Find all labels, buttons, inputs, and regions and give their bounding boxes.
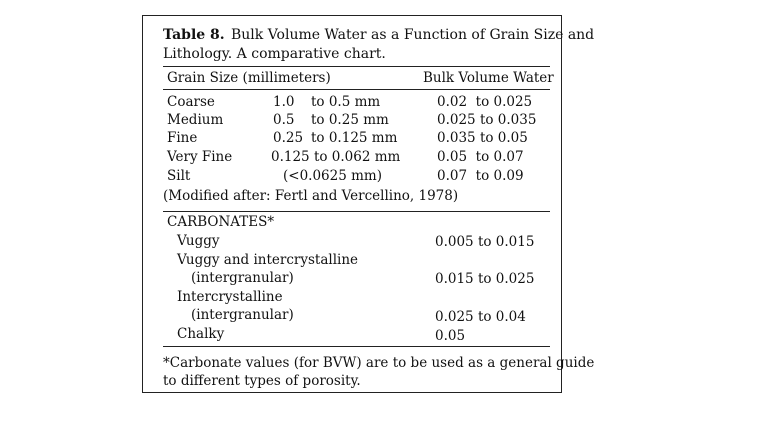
size-range: (<0.0625 mm) [283, 168, 382, 184]
size-from: 1.0 [273, 94, 295, 110]
row-label: Coarse [167, 94, 215, 110]
bvw-value: 0.02 to 0.025 [437, 94, 533, 110]
bvw-value: 0.025 to 0.04 [435, 309, 526, 325]
row-label: (intergranular) [191, 307, 294, 323]
header-grain-size: Grain Size (millimeters) [167, 70, 331, 86]
bvw-value: 0.025 to 0.035 [437, 112, 537, 128]
row-label: Silt [167, 168, 191, 184]
footnote-line1: *Carbonate values (for BVW) are to be used as a general guide [163, 355, 595, 371]
table-title-line2: Lithology. A comparative chart. [163, 46, 386, 62]
carbonates-heading: CARBONATES* [167, 214, 275, 230]
bvw-value: 0.035 to 0.05 [437, 130, 528, 146]
size-range: 0.125 to 0.062 mm [271, 149, 401, 165]
table-title-line1: Bulk Volume Water as a Function of Grain Size and [231, 27, 595, 43]
header-divider [163, 89, 550, 90]
bvw-value: 0.07 to 0.09 [437, 168, 524, 184]
footnote-line2: to different types of porosity. [163, 373, 361, 389]
bvw-value: 0.05 to 0.07 [437, 149, 524, 165]
size-from: 0.5 [273, 112, 295, 128]
size-to: to 0.5 mm [311, 94, 381, 110]
row-label: Vuggy [177, 233, 220, 249]
size-to: to 0.25 mm [311, 112, 389, 128]
row-label: (intergranular) [191, 270, 294, 286]
row-label: Very Fine [167, 149, 233, 165]
bvw-value: 0.05 [435, 328, 466, 344]
source-note: (Modified after: Fertl and Vercellino, 1978) [163, 188, 459, 204]
row-label: Medium [167, 112, 224, 128]
row-label: Chalky [177, 326, 225, 342]
size-to: to 0.125 mm [311, 130, 398, 146]
bvw-value: 0.005 to 0.015 [435, 234, 535, 250]
header-bulk-volume-water: Bulk Volume Water [423, 70, 554, 86]
row-label: Fine [167, 130, 198, 146]
table-frame [142, 15, 595, 393]
title-divider [163, 66, 550, 67]
table-number: Table 8. [163, 27, 225, 43]
carbonates-divider [163, 346, 550, 347]
row-label: Intercrystalline [177, 289, 283, 305]
size-from: 0.25 [273, 130, 304, 146]
bvw-value: 0.015 to 0.025 [435, 271, 535, 287]
source-divider [163, 211, 550, 212]
row-label: Vuggy and intercrystalline [177, 252, 359, 268]
